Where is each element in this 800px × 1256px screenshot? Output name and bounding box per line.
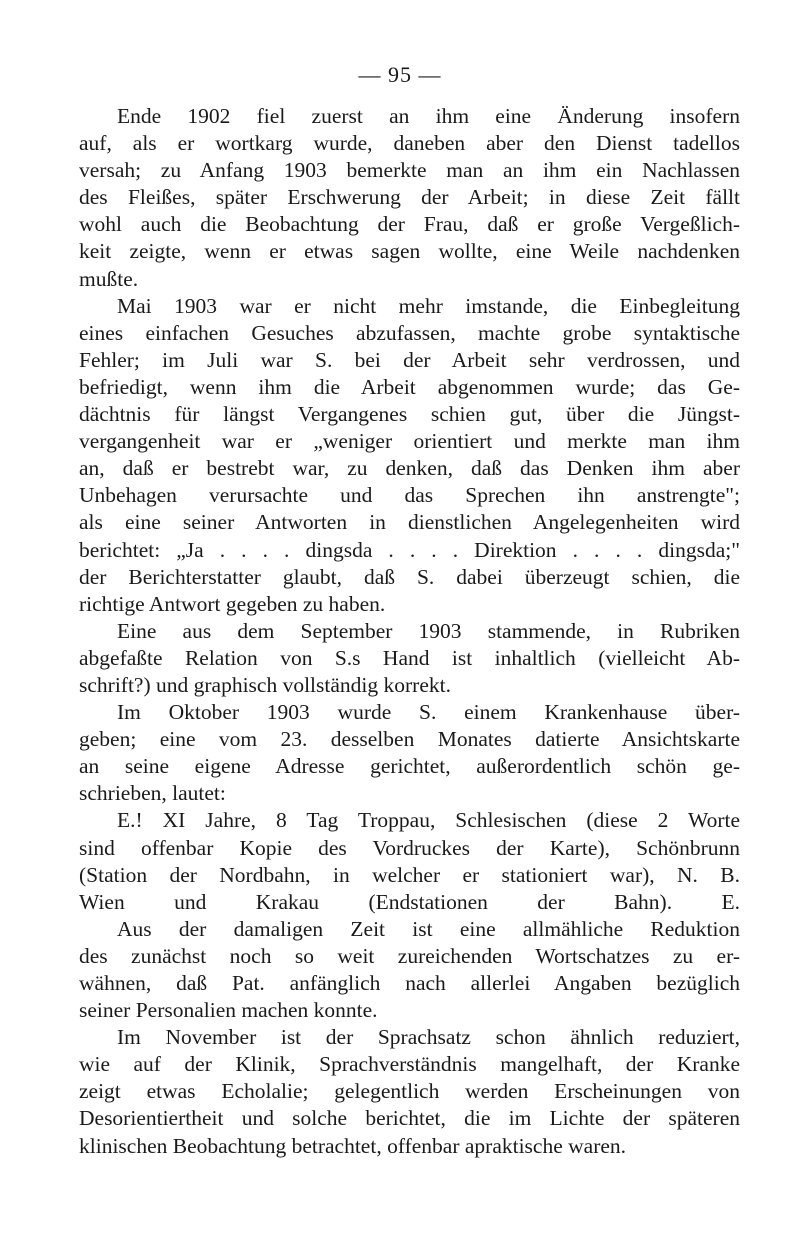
text-line: auf, als er wortkarg wurde, daneben aber den Dienst tadellos	[79, 131, 740, 156]
text-line: vergangenheit war er „weniger orientiert und merkte man ihm	[79, 429, 740, 454]
text-line: Im Oktober 1903 wurde S. einem Krankenhause über-	[117, 700, 740, 725]
text-line: befriedigt, wenn ihm die Arbeit abgenommen wurde; das Ge-	[79, 374, 740, 399]
text-line: geben; eine vom 23. desselben Monates datierte Ansichtskarte	[79, 727, 740, 752]
text-line: Im November ist der Sprachsatz schon ähnlich reduziert,	[117, 1025, 740, 1050]
text-line: Fehler; im Juli war S. bei der Arbeit sehr verdrossen, und	[79, 347, 740, 372]
text-line: wohl auch die Beobachtung der Frau, daß er große Vergeßlich-	[79, 212, 740, 237]
text-line: an, daß er bestrebt war, zu denken, daß das Denken ihm aber	[79, 456, 740, 481]
text-line: klinischen Beobachtung betrachtet, offenbar apraktische waren.	[79, 1133, 627, 1158]
text-line: Aus der damaligen Zeit ist eine allmähliche Reduktion	[117, 916, 740, 941]
text-line: wie auf der Klinik, Sprachverständnis mangelhaft, der Kranke	[79, 1052, 740, 1077]
text-line: richtige Antwort gegeben zu haben.	[79, 591, 386, 616]
text-line: keit zeigte, wenn er etwas sagen wollte, eine Weile nachdenken	[79, 239, 740, 264]
text-line: zeigt etwas Echolalie; gelegentlich werden Erscheinungen von	[79, 1079, 740, 1104]
text-line: Wien und Krakau (Endstationen der Bahn). E.	[79, 889, 740, 914]
text-line: Mai 1903 war er nicht mehr imstande, die Einbegleitung	[117, 293, 740, 318]
text-line: mußte.	[79, 266, 139, 291]
text-line: E.! XI Jahre, 8 Tag Troppau, Schlesischen (diese 2 Worte	[117, 808, 740, 833]
text-line: des Fleißes, später Erschwerung der Arbeit; in diese Zeit fällt	[79, 185, 740, 210]
body-text	[79, 103, 740, 1160]
text-line: schrift?) und graphisch vollständig korrekt.	[79, 672, 451, 697]
text-line: (Station der Nordbahn, in welcher er stationiert war), N. B.	[79, 862, 740, 887]
text-line: Ende 1902 fiel zuerst an ihm eine Änderung insofern	[117, 104, 740, 128]
text-line: der Berichterstatter glaubt, daß S. dabei überzeugt schien, die	[79, 564, 740, 589]
page-number: — 95 —	[358, 62, 442, 87]
text-line: Eine aus dem September 1903 stammende, in Rubriken	[117, 618, 740, 643]
text-line: als eine seiner Antworten in dienstlichen Angelegenheiten wird	[79, 510, 740, 535]
text-line: Unbehagen verursachte und das Sprechen ihn anstrengte";	[79, 483, 740, 508]
text-line: des zunächst noch so weit zureichenden Wortschatzes zu er-	[79, 943, 740, 968]
text-line: eines einfachen Gesuches abzufassen, machte grobe syntaktische	[79, 320, 740, 345]
text-line: versah; zu Anfang 1903 bemerkte man an ihm ein Nachlassen	[79, 158, 740, 183]
text-line: an seine eigene Adresse gerichtet, außerordentlich schön ge-	[79, 754, 740, 779]
text-line: berichtet: „Ja . . . . dingsda . . . . Direktion . . . . dingsda;"	[79, 537, 740, 562]
text-line: sind offenbar Kopie des Vordruckes der Karte), Schönbrunn	[79, 835, 740, 860]
text-line: wähnen, daß Pat. anfänglich nach allerlei Angaben bezüglich	[79, 971, 740, 995]
text-line: seiner Personalien machen konnte.	[79, 998, 378, 1023]
text-line: abgefaßte Relation von S.s Hand ist inhaltlich (vielleicht Ab-	[79, 645, 740, 670]
text-line: schrieben, lautet:	[79, 781, 226, 806]
text-line: dächtnis für längst Vergangenes schien gut, über die Jüngst-	[79, 402, 740, 427]
text-line: Desorientiertheit und solche berichtet, die im Lichte der späteren	[79, 1106, 740, 1131]
